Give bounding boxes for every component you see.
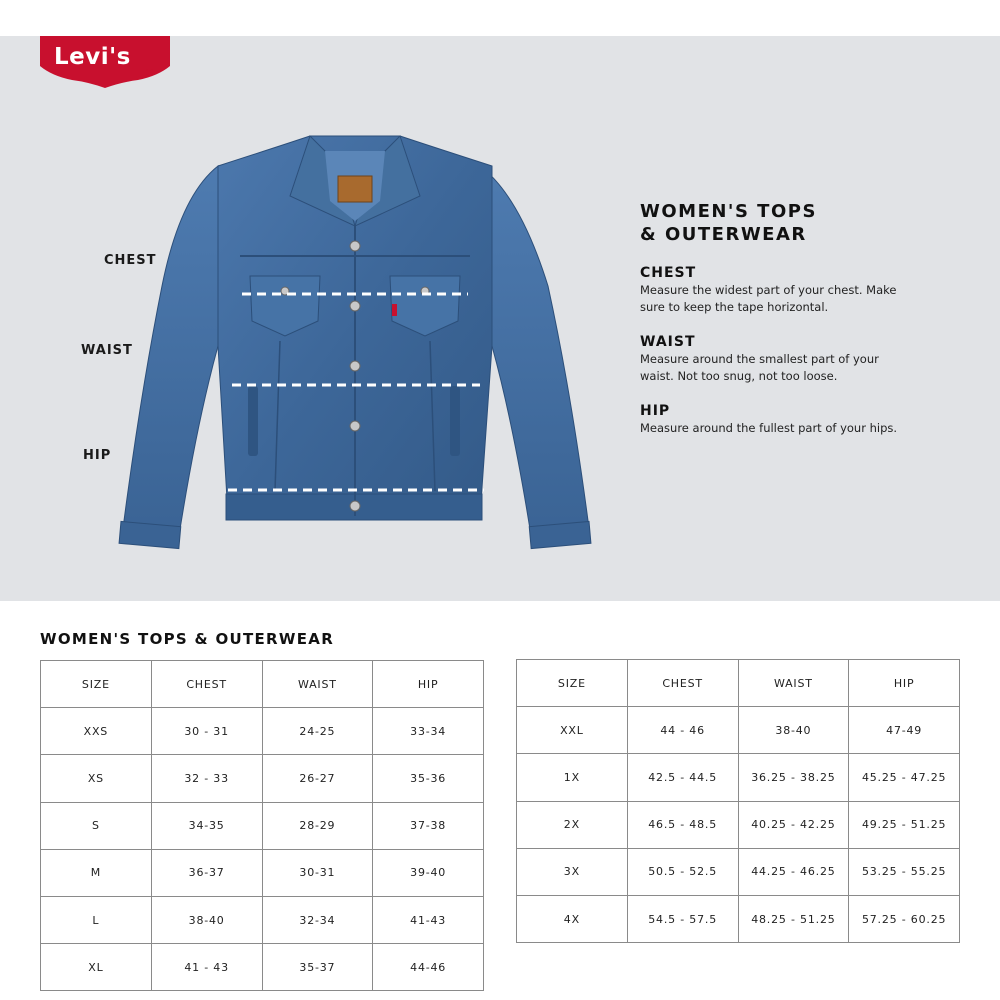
denim-jacket-image: [100, 106, 620, 576]
hip-cell: 53.25 - 55.25: [849, 848, 960, 895]
table-row: [41, 944, 484, 991]
hip-cell: 45.25 - 47.25: [849, 754, 960, 801]
guide-waist: [640, 333, 940, 385]
hip-cell: 47-49: [849, 707, 960, 754]
table-row: [41, 802, 484, 849]
chest-cell: 32 - 33: [151, 755, 262, 802]
guide-chest-text-1: Measure the widest part of your chest. Make: [640, 283, 897, 297]
chest-cell: 46.5 - 48.5: [627, 801, 738, 848]
waist-cell: 44.25 - 46.25: [738, 848, 849, 895]
guide-waist-text-1: Measure around the smallest part of your: [640, 352, 879, 366]
guide-title-line2: & OUTERWEAR: [640, 224, 807, 245]
table-row: [517, 895, 960, 942]
hip-cell: 41-43: [373, 896, 484, 943]
column-header-waist: WAIST: [738, 660, 849, 707]
size-cell: M: [41, 849, 152, 896]
guide-chest-heading: CHEST: [640, 265, 697, 281]
size-cell: 1X: [517, 754, 628, 801]
hip-cell: 37-38: [373, 802, 484, 849]
chest-cell: 36-37: [151, 849, 262, 896]
chest-cell: 50.5 - 52.5: [627, 848, 738, 895]
chest-cell: 42.5 - 44.5: [627, 754, 738, 801]
size-cell: S: [41, 802, 152, 849]
table-row: [41, 896, 484, 943]
size-cell: 2X: [517, 801, 628, 848]
size-cell: XXL: [517, 707, 628, 754]
table-header-row: [41, 661, 484, 708]
waist-cell: 40.25 - 42.25: [738, 801, 849, 848]
column-header-chest: CHEST: [627, 660, 738, 707]
guide-waist-heading: WAIST: [640, 334, 696, 350]
table-row: [517, 707, 960, 754]
waist-cell: 35-37: [262, 944, 373, 991]
size-cell: 4X: [517, 895, 628, 942]
waist-cell: 32-34: [262, 896, 373, 943]
hip-cell: 33-34: [373, 708, 484, 755]
hip-cell: 57.25 - 60.25: [849, 895, 960, 942]
table-row: [41, 755, 484, 802]
size-cell: L: [41, 896, 152, 943]
chest-cell: 54.5 - 57.5: [627, 895, 738, 942]
size-cell: XXS: [41, 708, 152, 755]
hip-label: HIP: [83, 448, 112, 463]
table-row: [517, 848, 960, 895]
waist-cell: 38-40: [738, 707, 849, 754]
size-cell: 3X: [517, 848, 628, 895]
size-table-right: [516, 659, 960, 943]
guide-hip: [640, 402, 940, 437]
chest-label: CHEST: [104, 253, 157, 268]
guide-hip-heading: HIP: [640, 403, 671, 419]
waist-label: WAIST: [81, 343, 133, 358]
table-row: [517, 754, 960, 801]
waist-cell: 30-31: [262, 849, 373, 896]
guide-title-line1: WOMEN'S TOPS: [640, 201, 817, 222]
size-table-left: [40, 660, 484, 991]
top-strip: [0, 0, 1000, 36]
table-row: [41, 849, 484, 896]
column-header-hip: HIP: [849, 660, 960, 707]
waist-cell: 48.25 - 51.25: [738, 895, 849, 942]
registered-mark: ®: [144, 66, 155, 79]
size-cell: XS: [41, 755, 152, 802]
column-header-waist: WAIST: [262, 661, 373, 708]
waist-cell: 28-29: [262, 802, 373, 849]
column-header-hip: HIP: [373, 661, 484, 708]
chest-cell: 41 - 43: [151, 944, 262, 991]
hip-cell: 35-36: [373, 755, 484, 802]
levis-logo-text: Levi's: [54, 44, 131, 70]
waist-cell: 24-25: [262, 708, 373, 755]
chest-cell: 34-35: [151, 802, 262, 849]
chest-cell: 38-40: [151, 896, 262, 943]
chest-cell: 30 - 31: [151, 708, 262, 755]
hip-cell: 39-40: [373, 849, 484, 896]
table-header-row: [517, 660, 960, 707]
table-row: [517, 801, 960, 848]
column-header-size: SIZE: [41, 661, 152, 708]
size-table-title: WOMEN'S TOPS & OUTERWEAR: [40, 630, 335, 648]
column-header-size: SIZE: [517, 660, 628, 707]
chest-cell: 44 - 46: [627, 707, 738, 754]
table-row: [41, 708, 484, 755]
column-header-chest: CHEST: [151, 661, 262, 708]
guide-title: [640, 200, 817, 246]
hip-cell: 49.25 - 51.25: [849, 801, 960, 848]
guide-hip-text-1: Measure around the fullest part of your hips.: [640, 421, 898, 435]
size-cell: XL: [41, 944, 152, 991]
guide-waist-text-2: waist. Not too snug, not too loose.: [640, 369, 838, 383]
guide-chest: [640, 264, 940, 316]
hip-cell: 44-46: [373, 944, 484, 991]
waist-cell: 26-27: [262, 755, 373, 802]
guide-chest-text-2: sure to keep the tape horizontal.: [640, 300, 829, 314]
hero-panel: [0, 36, 1000, 601]
waist-cell: 36.25 - 38.25: [738, 754, 849, 801]
